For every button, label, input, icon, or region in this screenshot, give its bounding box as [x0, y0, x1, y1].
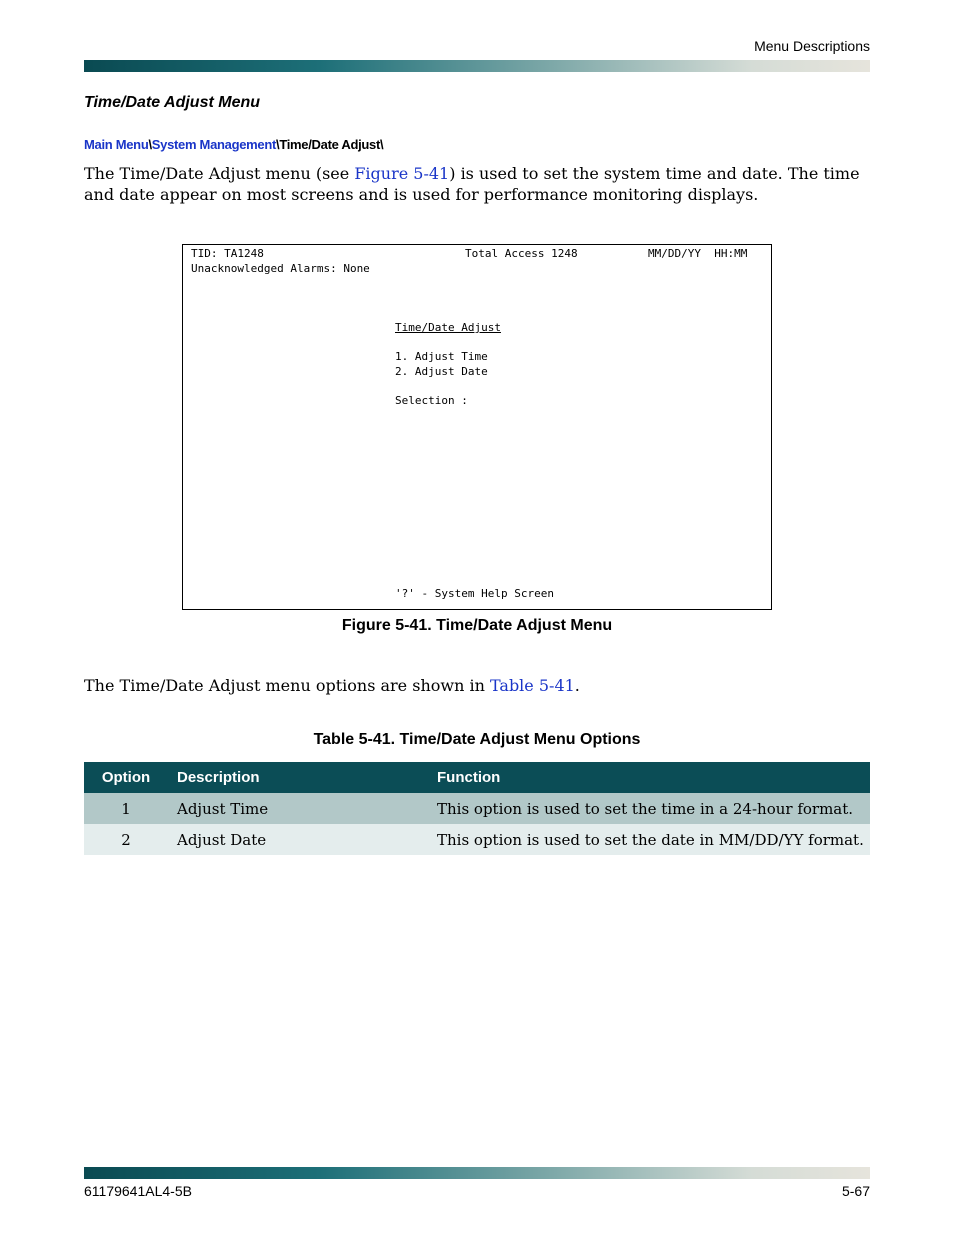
cell-function: This option is used to set the date in MM/DD/YY format.: [428, 824, 870, 855]
figure-link[interactable]: Figure 5-41: [354, 164, 450, 183]
figure-caption: Figure 5-41. Time/Date Adjust Menu: [341, 617, 613, 634]
breadcrumb-separator: \: [148, 137, 152, 152]
page-number: 5-67: [841, 1183, 870, 1199]
column-header-description: Description: [168, 762, 428, 793]
intro-text-start: The Time/Date Adjust menu (see: [84, 164, 355, 183]
table-link[interactable]: Table 5-41: [489, 676, 575, 695]
table-row: [84, 824, 870, 855]
table-header-row: [84, 762, 870, 793]
breadcrumb-current: \Time/Date Adjust\: [276, 137, 384, 152]
terminal-screen-figure: [182, 244, 772, 610]
table-intro-paragraph: [84, 675, 870, 696]
running-header: Menu Descriptions: [754, 38, 870, 54]
screen-menu-title: Time/Date Adjust: [395, 321, 501, 334]
breadcrumb: [84, 137, 383, 152]
document-number: 61179641AL4-5B: [84, 1183, 192, 1199]
section-title: Time/Date Adjust Menu: [84, 94, 261, 111]
screen-alarms: Unacknowledged Alarms: None: [191, 262, 370, 275]
column-header-option: Option: [84, 762, 168, 793]
intro-text-end: ) is used to set the system time and date. The time and date appear on most screens and is used for performance monitoring displays.: [84, 164, 860, 204]
options-table: [84, 762, 870, 855]
breadcrumb-system-management-link[interactable]: System Management: [151, 137, 277, 152]
table-caption: Table 5-41. Time/Date Adjust Menu Options: [313, 731, 641, 748]
intro-paragraph: [84, 163, 870, 205]
screen-help-hint: '?' - System Help Screen: [395, 587, 554, 600]
cell-option: 2: [84, 824, 168, 855]
table-intro-text-end: .: [574, 676, 580, 695]
screen-menu-item-adjust-time: 1. Adjust Time: [395, 350, 488, 363]
footer-bar: [84, 1167, 870, 1179]
screen-tid: TID: TA1248: [191, 247, 264, 260]
screen-selection-prompt: Selection :: [395, 394, 468, 407]
screen-product: Total Access 1248: [465, 247, 578, 260]
cell-function: This option is used to set the time in a 24-hour format.: [428, 793, 870, 824]
cell-option: 1: [84, 793, 168, 824]
table-row: [84, 793, 870, 824]
table-intro-text-start: The Time/Date Adjust menu options are shown in: [84, 676, 490, 695]
header-bar: [84, 60, 870, 72]
cell-description: Adjust Time: [168, 793, 428, 824]
column-header-function: Function: [428, 762, 870, 793]
breadcrumb-main-menu-link[interactable]: Main Menu: [84, 137, 149, 152]
screen-datetime: MM/DD/YY HH:MM: [648, 247, 748, 260]
cell-description: Adjust Date: [168, 824, 428, 855]
screen-menu-item-adjust-date: 2. Adjust Date: [395, 365, 488, 378]
